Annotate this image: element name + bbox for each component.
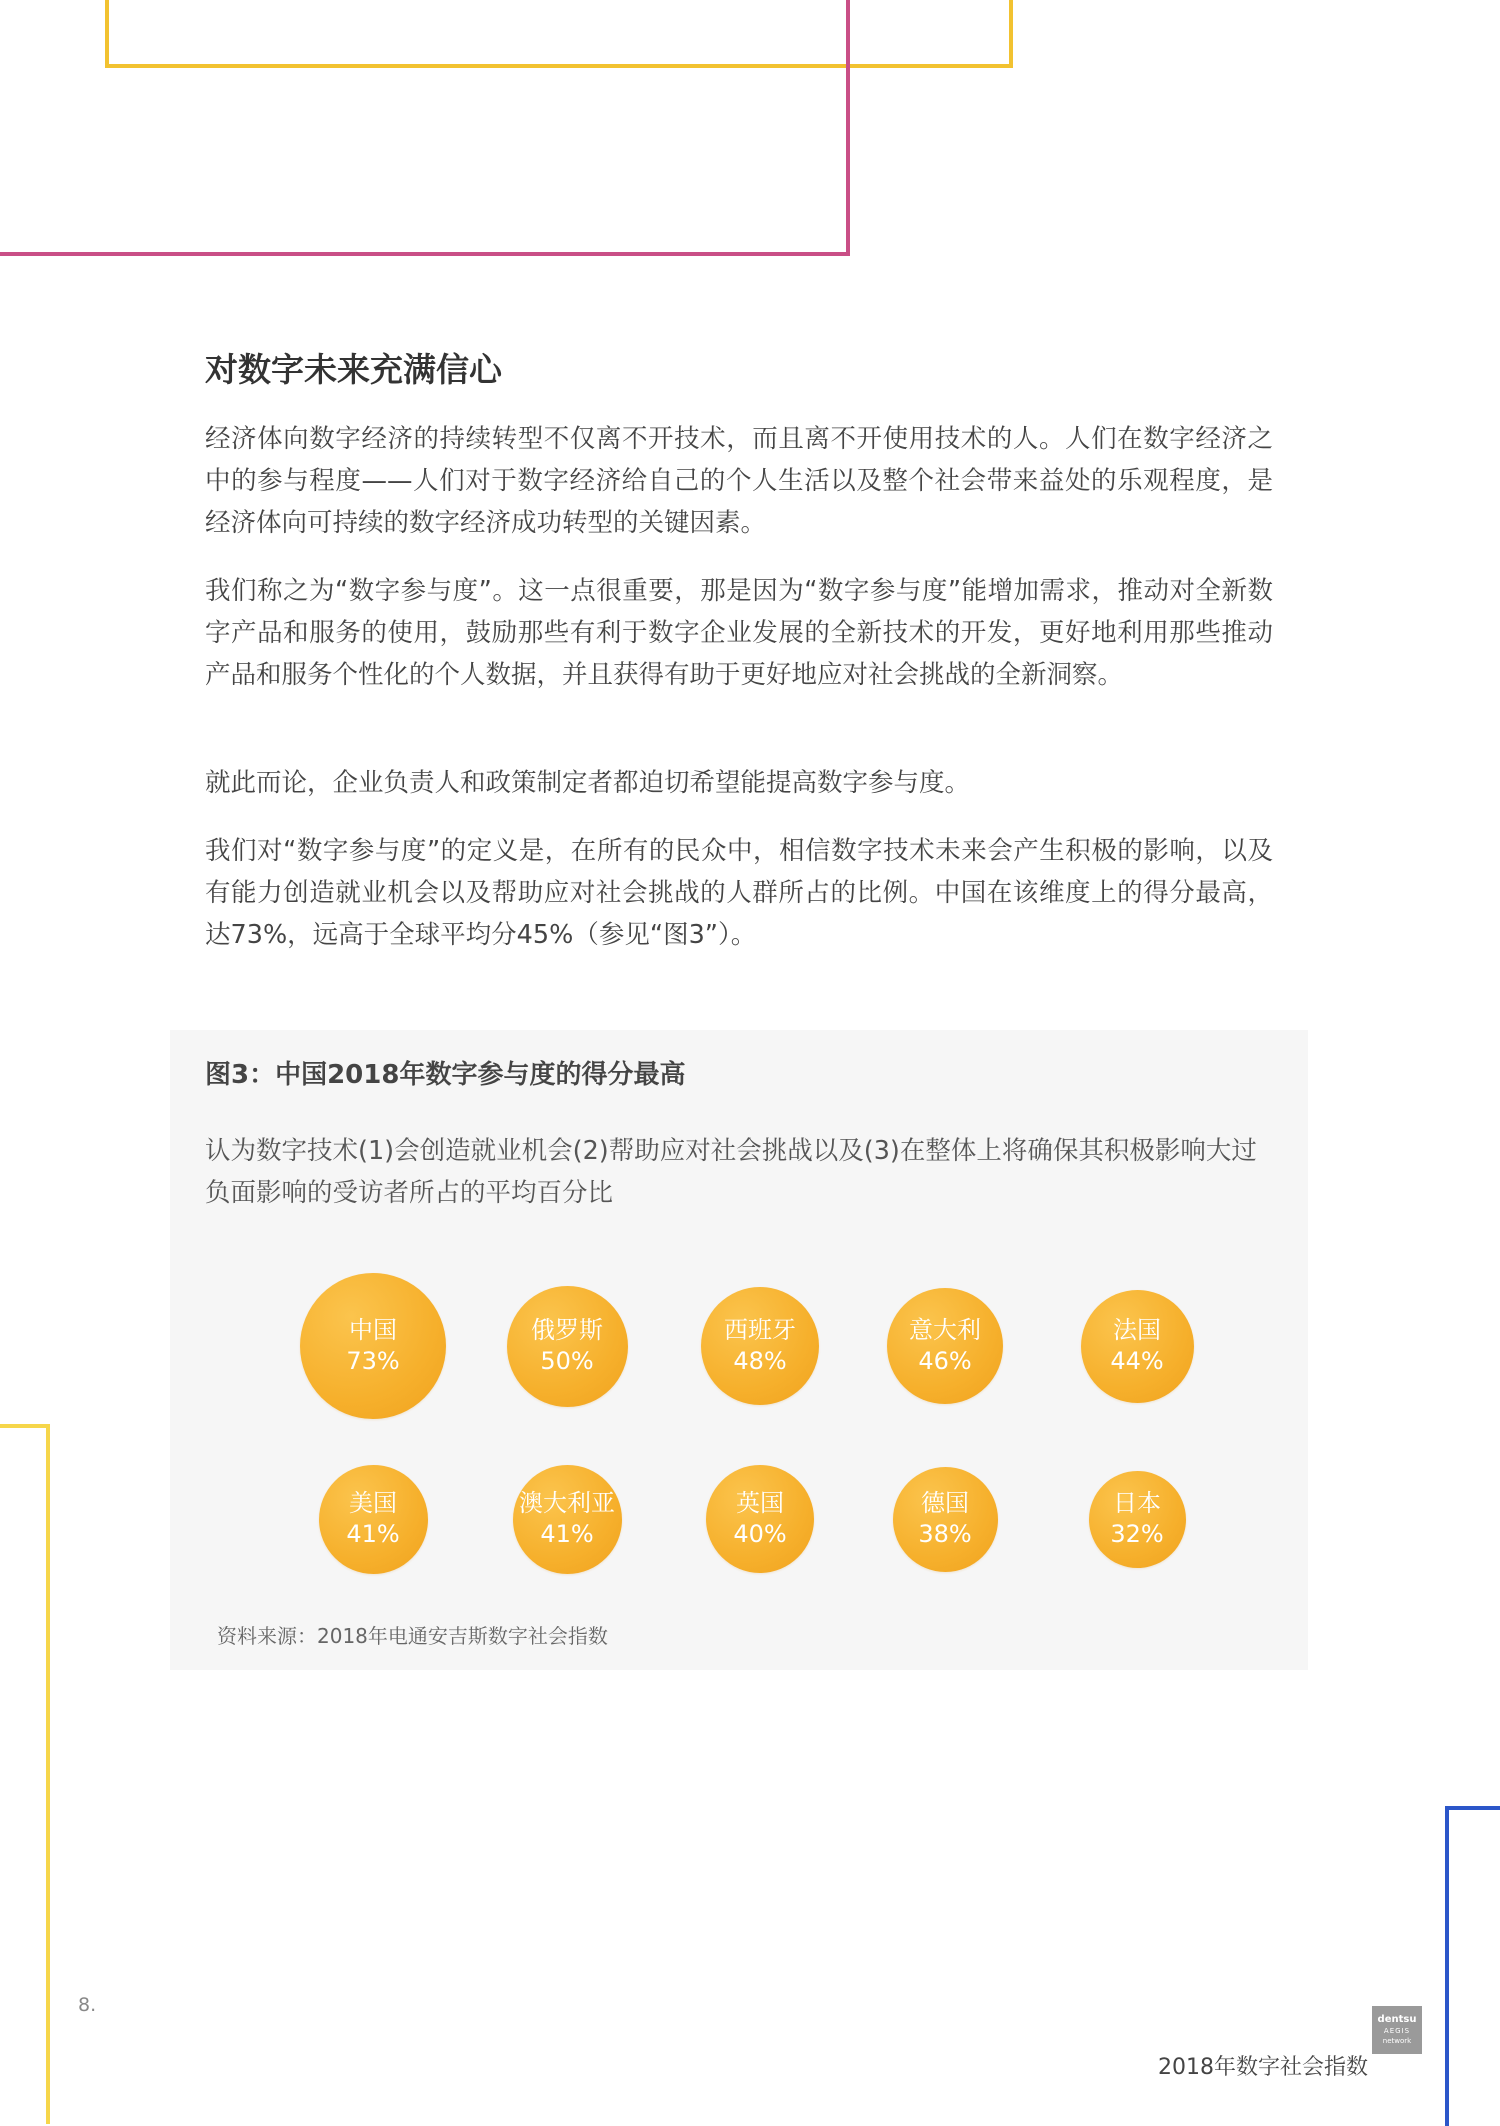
bubble-country-label: 英国 bbox=[736, 1489, 784, 1517]
bubble-2 bbox=[507, 1286, 628, 1407]
page-number: 8. bbox=[78, 1994, 97, 2016]
figure-source: 资料来源：2018年电通安吉斯数字社会指数 bbox=[217, 1624, 608, 1648]
decorative-frame-left-yellow bbox=[0, 1424, 50, 2124]
decorative-frame-right-blue bbox=[1445, 1806, 1500, 2126]
bubble-4 bbox=[887, 1288, 1003, 1404]
figure-panel bbox=[170, 1030, 1308, 1670]
dentsu-aegis-logo bbox=[1372, 2006, 1422, 2054]
bubble-value-label: 41% bbox=[346, 1520, 400, 1548]
bubble-value-label: 50% bbox=[540, 1347, 594, 1375]
bubble-7 bbox=[513, 1465, 622, 1574]
bubble-country-label: 澳大利亚 bbox=[519, 1489, 615, 1517]
bubble-5 bbox=[1081, 1290, 1194, 1403]
bubble-value-label: 41% bbox=[540, 1520, 594, 1548]
figure-subtitle: 认为数字技术(1)会创造就业机会(2)帮助应对社会挑战以及(3)在整体上将确保其积极影响大过负面影响的受访者所占的平均百分比 bbox=[205, 1136, 1257, 1208]
body-paragraph-2: 我们称之为“数字参与度”。这一点很重要，那是因为“数字参与度”能增加需求，推动对全新数字产品和服务的使用，鼓励那些有利于数字企业发展的全新技术的开发，更好地利用那些推动产品和服务个性化的个人数据，并且获得有助于更好地应对社会挑战的全新洞察。 bbox=[205, 576, 1273, 690]
bubble-9 bbox=[893, 1467, 998, 1572]
bubble-value-label: 44% bbox=[1110, 1347, 1164, 1375]
bubble-value-label: 48% bbox=[733, 1347, 787, 1375]
body-paragraph-4: 我们对“数字参与度”的定义是，在所有的民众中，相信数字技术未来会产生积极的影响，以及有能力创造就业机会以及帮助应对社会挑战的人群所占的比例。中国在该维度上的得分最高，达73%，远高于全球平均分45%（参见“图3”）。 bbox=[205, 836, 1273, 950]
bubble-country-label: 中国 bbox=[349, 1316, 397, 1344]
bubble-country-label: 美国 bbox=[349, 1489, 397, 1517]
bubble-value-label: 38% bbox=[918, 1520, 972, 1548]
bubble-country-label: 法国 bbox=[1113, 1316, 1161, 1344]
bubble-value-label: 40% bbox=[733, 1520, 787, 1548]
bubble-country-label: 日本 bbox=[1113, 1489, 1161, 1517]
bubble-country-label: 俄罗斯 bbox=[531, 1316, 603, 1344]
section-title: 对数字未来充满信心 bbox=[205, 350, 502, 389]
bubble-6 bbox=[319, 1465, 428, 1574]
bubble-country-label: 意大利 bbox=[909, 1316, 981, 1344]
bubble-country-label: 德国 bbox=[921, 1489, 969, 1517]
body-paragraph-1: 经济体向数字经济的持续转型不仅离不开技术，而且离不开使用技术的人。人们在数字经济之中的参与程度——人们对于数字经济给自己的个人生活以及整个社会带来益处的乐观程度，是经济体向可持续的数字经济成功转型的关键因素。 bbox=[205, 424, 1273, 538]
bubble-value-label: 32% bbox=[1110, 1520, 1164, 1548]
bubble-1 bbox=[300, 1273, 446, 1419]
figure-title: 图3：中国2018年数字参与度的得分最高 bbox=[205, 1060, 686, 1090]
bubble-value-label: 46% bbox=[918, 1347, 972, 1375]
bubble-10 bbox=[1089, 1471, 1186, 1568]
bubble-country-label: 西班牙 bbox=[724, 1316, 796, 1344]
logo-line-1: dentsu bbox=[1377, 2014, 1417, 2025]
bubble-8 bbox=[706, 1465, 814, 1573]
logo-line-2: AEGIS bbox=[1383, 2027, 1411, 2035]
body-paragraph-3: 就此而论，企业负责人和政策制定者都迫切希望能提高数字参与度。 bbox=[205, 768, 971, 798]
decorative-frame-top-pink bbox=[0, 0, 850, 256]
bubble-value-label: 73% bbox=[346, 1347, 400, 1375]
report-title: 2018年数字社会指数 bbox=[1158, 2055, 1368, 2080]
bubble-3 bbox=[701, 1287, 819, 1405]
logo-line-3: network bbox=[1382, 2037, 1412, 2045]
